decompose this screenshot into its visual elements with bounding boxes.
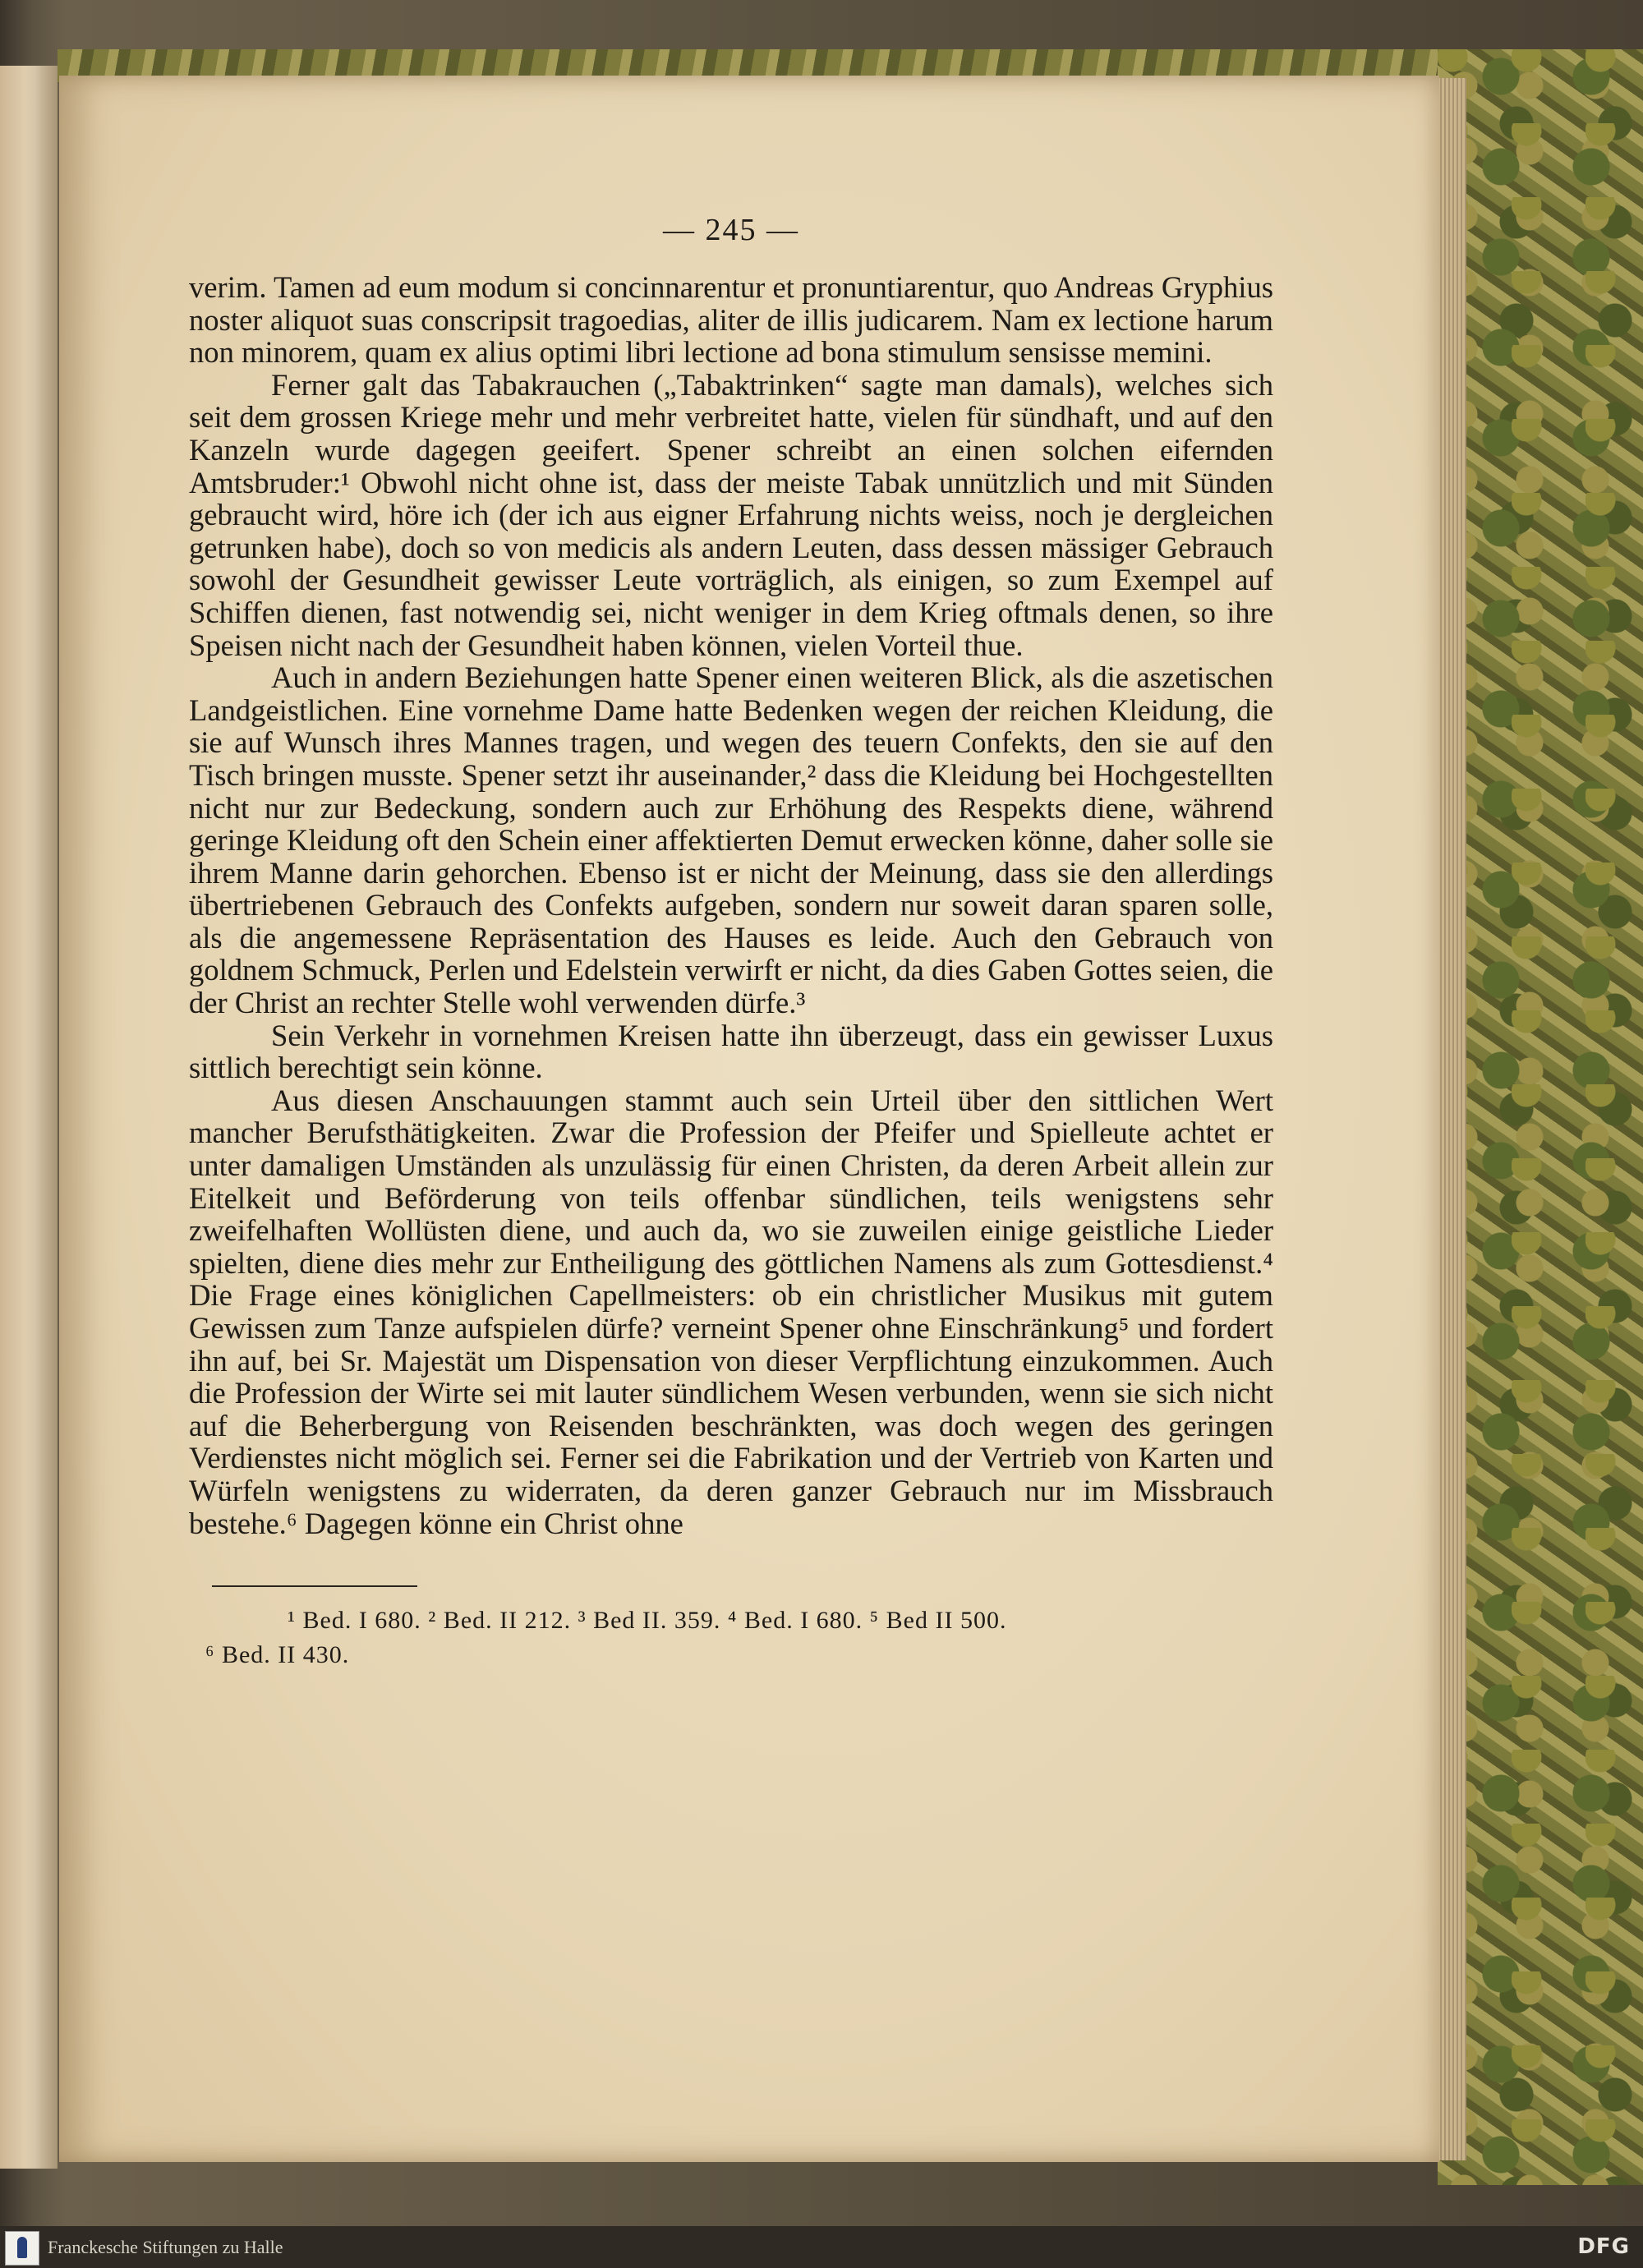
marbled-book-edge — [1438, 49, 1643, 2185]
institution-name: Franckesche Stiftungen zu Halle — [48, 2237, 283, 2257]
paragraph: Aus diesen Anschauungen stammt auch sein Urteil über den sittlichen Wert mancher Berufsthätigkeiten. Zwar die Profession der Pfeifer und Spielleute achtet er unter damaligen Umständen als unzulässig für einen Christen, da deren Arbeit allein zur Eitelkeit und Beförderung von teils offenbar sündlichen, teils wenigstens sehr zweifelhaften Wollüsten diene, und auch da, wo sie zuweilen einige geistliche Lieder spielten, diene dies mehr zur Entheiligung des göttlichen Namens als zum Gottesdienst.⁴ Die Frage eines königlichen Capellmeisters: ob ein christlicher Musikus mit gutem Gewissen zum Tanze aufspielen dürfe? verneint Spener ohne Einschränkung⁵ und fordert ihn auf, bei Sr. Majestät um Dispensation von dieser Verpflichtung einzukommen. Auch die Profession der Wirte sei mit lauter sündlichem Wesen verbunden, wenn sie sich nicht auf die Beherbergung von Reisenden beschränkten, was doch wegen des geringen Verdienstes nicht möglich sei. Ferner sei die Fabrikation und der Vertrieb von Karten und Würfeln wenigstens zu widerraten, da deren ganzer Gebrauch nur im Missbrauch bestehe.⁶ Dagegen könne ein Christ ohne — [189, 1083, 1273, 1540]
page-content — [189, 212, 1273, 1672]
paragraph: Sein Verkehr in vornehmen Kreisen hatte ihn überzeugt, dass ein gewisser Luxus sittlich berechtigt sein könne. — [189, 1018, 1273, 1085]
footnote-line: ⁶ Bed. II 430. — [205, 1641, 350, 1669]
institution-logo-icon — [5, 2231, 39, 2266]
body-text — [189, 271, 1273, 1539]
dfg-logo: DFG — [1577, 2234, 1630, 2259]
paragraph: Auch in andern Beziehungen hatte Spener einen weiteren Blick, als die aszetischen Landgeistlichen. Eine vornehme Dame hatte Bedenken wegen der reichen Kleidung, die sie auf Wunsch ihres Mannes tragen, und wegen des teuern Confekts, den sie auf den Tisch bringen musste. Spener setzt ihr auseinander,² dass die Kleidung bei Hochgestellten nicht nur zur Bedeckung, sondern auch zur Erhöhung des Respekts diene, während geringe Kleidung oft den Schein einer affektierten Demut erwecken könne, daher solle sie ihrem Manne darin gehorchen. Ebenso ist er nicht der Meinung, dass sie den allerdings übertriebenen Gebrauch des Confekts aufgeben, sondern nur soweit daran sparen solle, als die angemessene Repräsentation des Hauses es leide. Auch den Gebrauch von goldnem Schmuck, Perlen und Edelstein verwirft er nicht, da dies Gaben Gottes seien, die der Christ an rechter Stelle wohl verwenden dürfe.³ — [189, 660, 1273, 1020]
viewer-footer — [0, 2226, 1643, 2268]
paragraph: verim. Tamen ad eum modum si concinnarentur et pronuntiarentur, quo Andreas Gryphius noster aliquot suas conscripsit tragoedias, aliter de illis judicarem. Nam ex lectione harum non minorem, quam ex alius optimi libri lectione ad bona stimulum sensisse memini. — [189, 270, 1273, 370]
page-number: — 245 — — [663, 213, 799, 247]
footnotes — [189, 1603, 1273, 1672]
paragraph: Ferner galt das Tabakrauchen („Tabaktrinken“ sagte man damals), welches sich seit dem grossen Kriege mehr und mehr verbreitet hatte, vielen für sündhaft, und auf den Kanzeln wurde dagegen geeifert. Spener schreibt an einen solchen eifernden Amtsbruder:¹ Obwohl nicht ohne ist, dass der meiste Tabak unnützlich und mit Sünden gebraucht wird, höre ich (der ich aus eigner Erfahrung nichts weiss, noch je dergleichen getrunken habe), doch so von medicis als andern Leuten, dass dessen mässiger Gebrauch sowohl der Gesundheit gewisser Leute vorträglich, als einigen, so zum Exempel auf Schiffen dienen, fast notwendig sei, nicht weniger in dem Krieg oftmals denen, so ihre Speisen nicht nach der Gesundheit haben können, vielen Vorteil thue. — [189, 367, 1273, 662]
footnote-divider — [212, 1585, 417, 1587]
footnote-line: ¹ Bed. I 680. ² Bed. II 212. ³ Bed II. 359. ⁴ Bed. I 680. ⁵ Bed II 500. — [288, 1607, 1007, 1635]
book-gutter — [25, 66, 58, 2169]
